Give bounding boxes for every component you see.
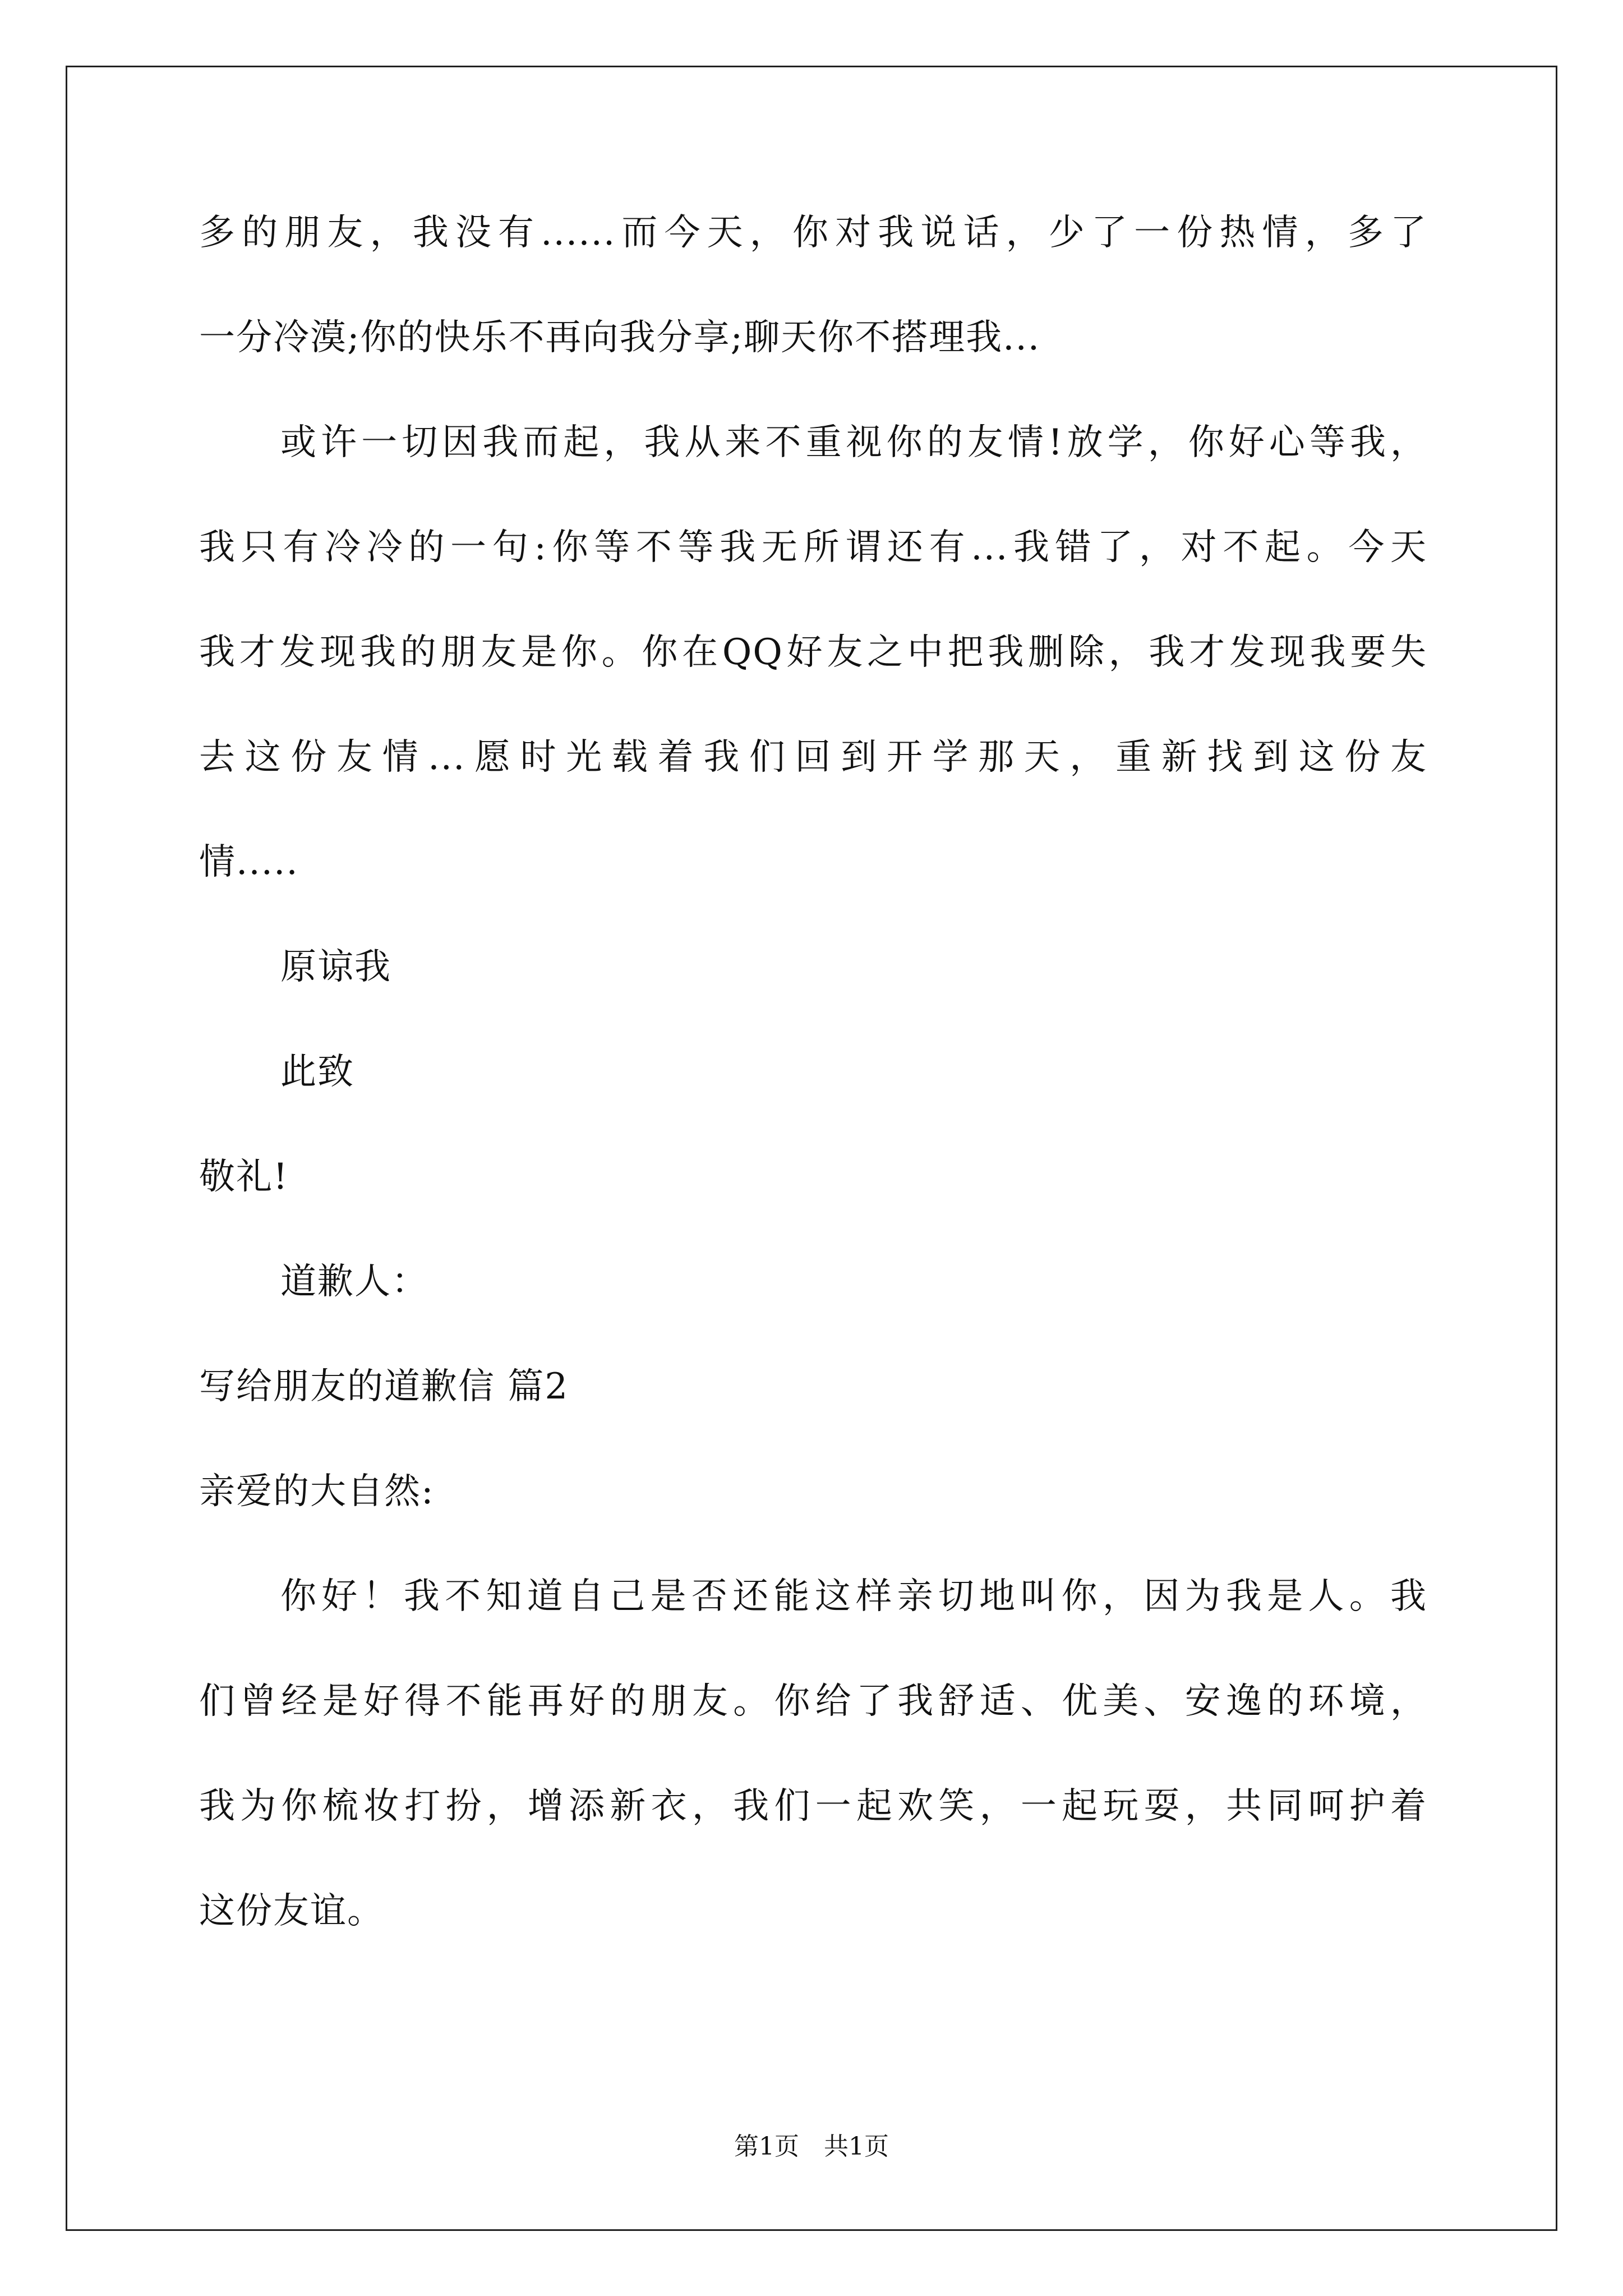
paragraph-line: 们曾经是好得不能再好的朋友。你给了我舒适、优美、安逸的环境， [199,1681,1427,1722]
signature-label: 道歉人： [280,1261,428,1303]
paragraph-line: 情..... [199,841,299,883]
paragraph-line: 原谅我 [280,946,391,988]
paragraph-line: 多的朋友，我没有......而今天，你对我说话，少了一份热情，多了 [199,212,1427,254]
paragraph-line: 去这份友情...愿时光载着我们回到开学那天，重新找到这份友 [199,737,1427,778]
paragraph-line: 一分冷漠;你的快乐不再向我分享;聊天你不搭理我... [199,317,1041,358]
page-footer: 第1页 共1页 [734,2132,889,2161]
paragraph-line: 我只有冷冷的一句:你等不等我无所谓还有...我错了，对不起。今天 [199,527,1427,568]
salutation-closing: 此致 [280,1051,354,1093]
paragraph-line: 你好！我不知道自己是否还能这样亲切地叫你，因为我是人。我 [280,1576,1427,1617]
section-heading: 写给朋友的道歉信 篇2 [199,1366,569,1407]
salutation-regards: 敬礼! [199,1156,289,1198]
letter-greeting: 亲爱的大自然: [199,1471,435,1512]
paragraph-line: 这份友谊。 [199,1890,384,1932]
paragraph-line: 我才发现我的朋友是你。你在QQ好友之中把我删除，我才发现我要失 [199,632,1427,673]
paragraph-line: 或许一切因我而起，我从来不重视你的友情!放学，你好心等我， [280,422,1427,463]
paragraph-line: 我为你梳妆打扮，增添新衣，我们一起欢笑，一起玩耍，共同呵护着 [199,1786,1427,1827]
